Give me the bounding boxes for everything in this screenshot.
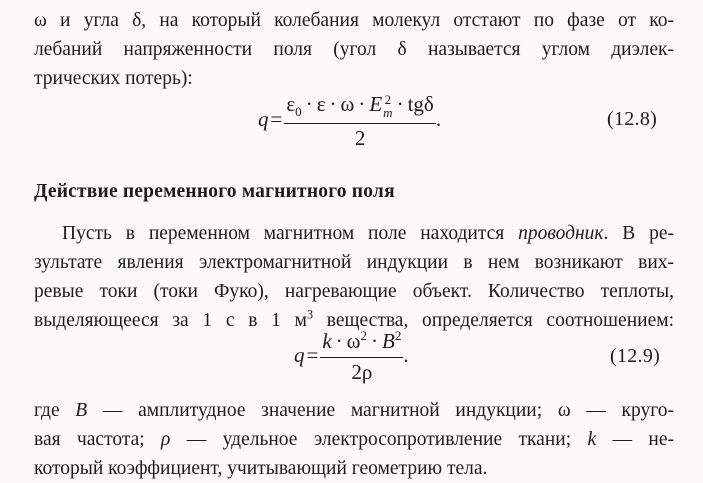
equation-number-12-8: (12.8) <box>607 108 658 130</box>
subscript: m <box>383 105 393 121</box>
dot-operator: · <box>396 92 404 116</box>
symbol-omega: ω <box>340 92 355 116</box>
text-run: . В ре- <box>603 223 675 244</box>
text-line: трических потерь): <box>34 68 193 89</box>
text-line: ревые токи (токи Фуко), нагревающие объект. Количество теплоты, <box>34 281 674 302</box>
formula-12-9 <box>294 329 409 385</box>
fraction-numerator <box>320 329 403 357</box>
symbol-k: k <box>322 329 332 353</box>
text-line: зультате явления электромагнитной индукции в нем возникают вих- <box>34 252 674 273</box>
equation-number-12-9: (12.9) <box>610 345 661 367</box>
text-line: лебаний напряженности поля (угол δ называется углом диэлек- <box>34 39 674 60</box>
text-run: где <box>34 400 76 421</box>
formula-period: . <box>403 342 409 367</box>
symbol-epsilon: ε <box>286 92 296 116</box>
formula-equals: = <box>270 107 283 132</box>
formula-lhs: q <box>258 107 269 132</box>
superscript: 2 <box>360 328 368 343</box>
symbol-omega: ω <box>346 329 361 353</box>
superscript: 2 <box>394 328 402 343</box>
formula-fraction <box>320 329 403 385</box>
symbol-k: k <box>587 429 597 450</box>
dot-operator: · <box>358 92 366 116</box>
symbol-b: B <box>382 329 395 353</box>
superscript: 3 <box>307 307 314 322</box>
paragraph-intro <box>34 6 674 93</box>
emphasis-text: проводник <box>518 223 604 244</box>
formula-12-8 <box>258 92 441 151</box>
formula-equals: = <box>306 342 319 367</box>
text-run: вая частота; <box>34 429 162 450</box>
superscript: 2 <box>384 91 392 107</box>
fraction-denominator: 2ρ <box>351 360 373 384</box>
symbol-epsilon: ε <box>316 92 326 116</box>
text-line: ω и угла δ, на который колебания молекул отстают по фазе от ко- <box>34 10 674 31</box>
text-run: Пусть в переменном магнитном поле находится <box>62 223 519 244</box>
text-run: — не- <box>596 429 674 450</box>
symbol-e: E <box>369 92 383 116</box>
dot-operator: · <box>371 329 379 353</box>
dot-operator: · <box>335 329 343 353</box>
tangent-delta: tgδ <box>407 92 434 116</box>
section-heading: Действие переменного магнитного поля <box>34 181 395 202</box>
text-run: — удельное электросопротивление ткани; <box>170 429 588 450</box>
subscript: 0 <box>295 104 302 120</box>
text-run: вещества, определяется соотношением: <box>313 310 674 331</box>
text-line: который коэффициент, учитывающий геометрию тела. <box>34 458 488 479</box>
paragraph-eddy-currents <box>34 219 674 335</box>
text-line <box>34 219 674 248</box>
fraction-denominator: 2 <box>354 125 366 150</box>
text-line <box>34 425 674 454</box>
dot-operator: · <box>329 92 337 116</box>
text-run: — амплитудное значение магнитной индукции; ω — круго- <box>87 400 674 421</box>
symbol-rho: ρ <box>161 429 171 450</box>
text-run: выделяющееся за 1 с в 1 м <box>34 310 307 331</box>
fraction-numerator <box>284 92 435 123</box>
formula-fraction <box>284 92 435 151</box>
formula-lhs: q <box>294 342 305 367</box>
formula-period: . <box>435 107 442 132</box>
dot-operator: · <box>305 92 313 116</box>
paragraph-definitions <box>34 396 674 483</box>
text-line <box>34 396 674 425</box>
sup-sub-stack <box>383 93 392 120</box>
symbol-b: B <box>75 400 88 421</box>
